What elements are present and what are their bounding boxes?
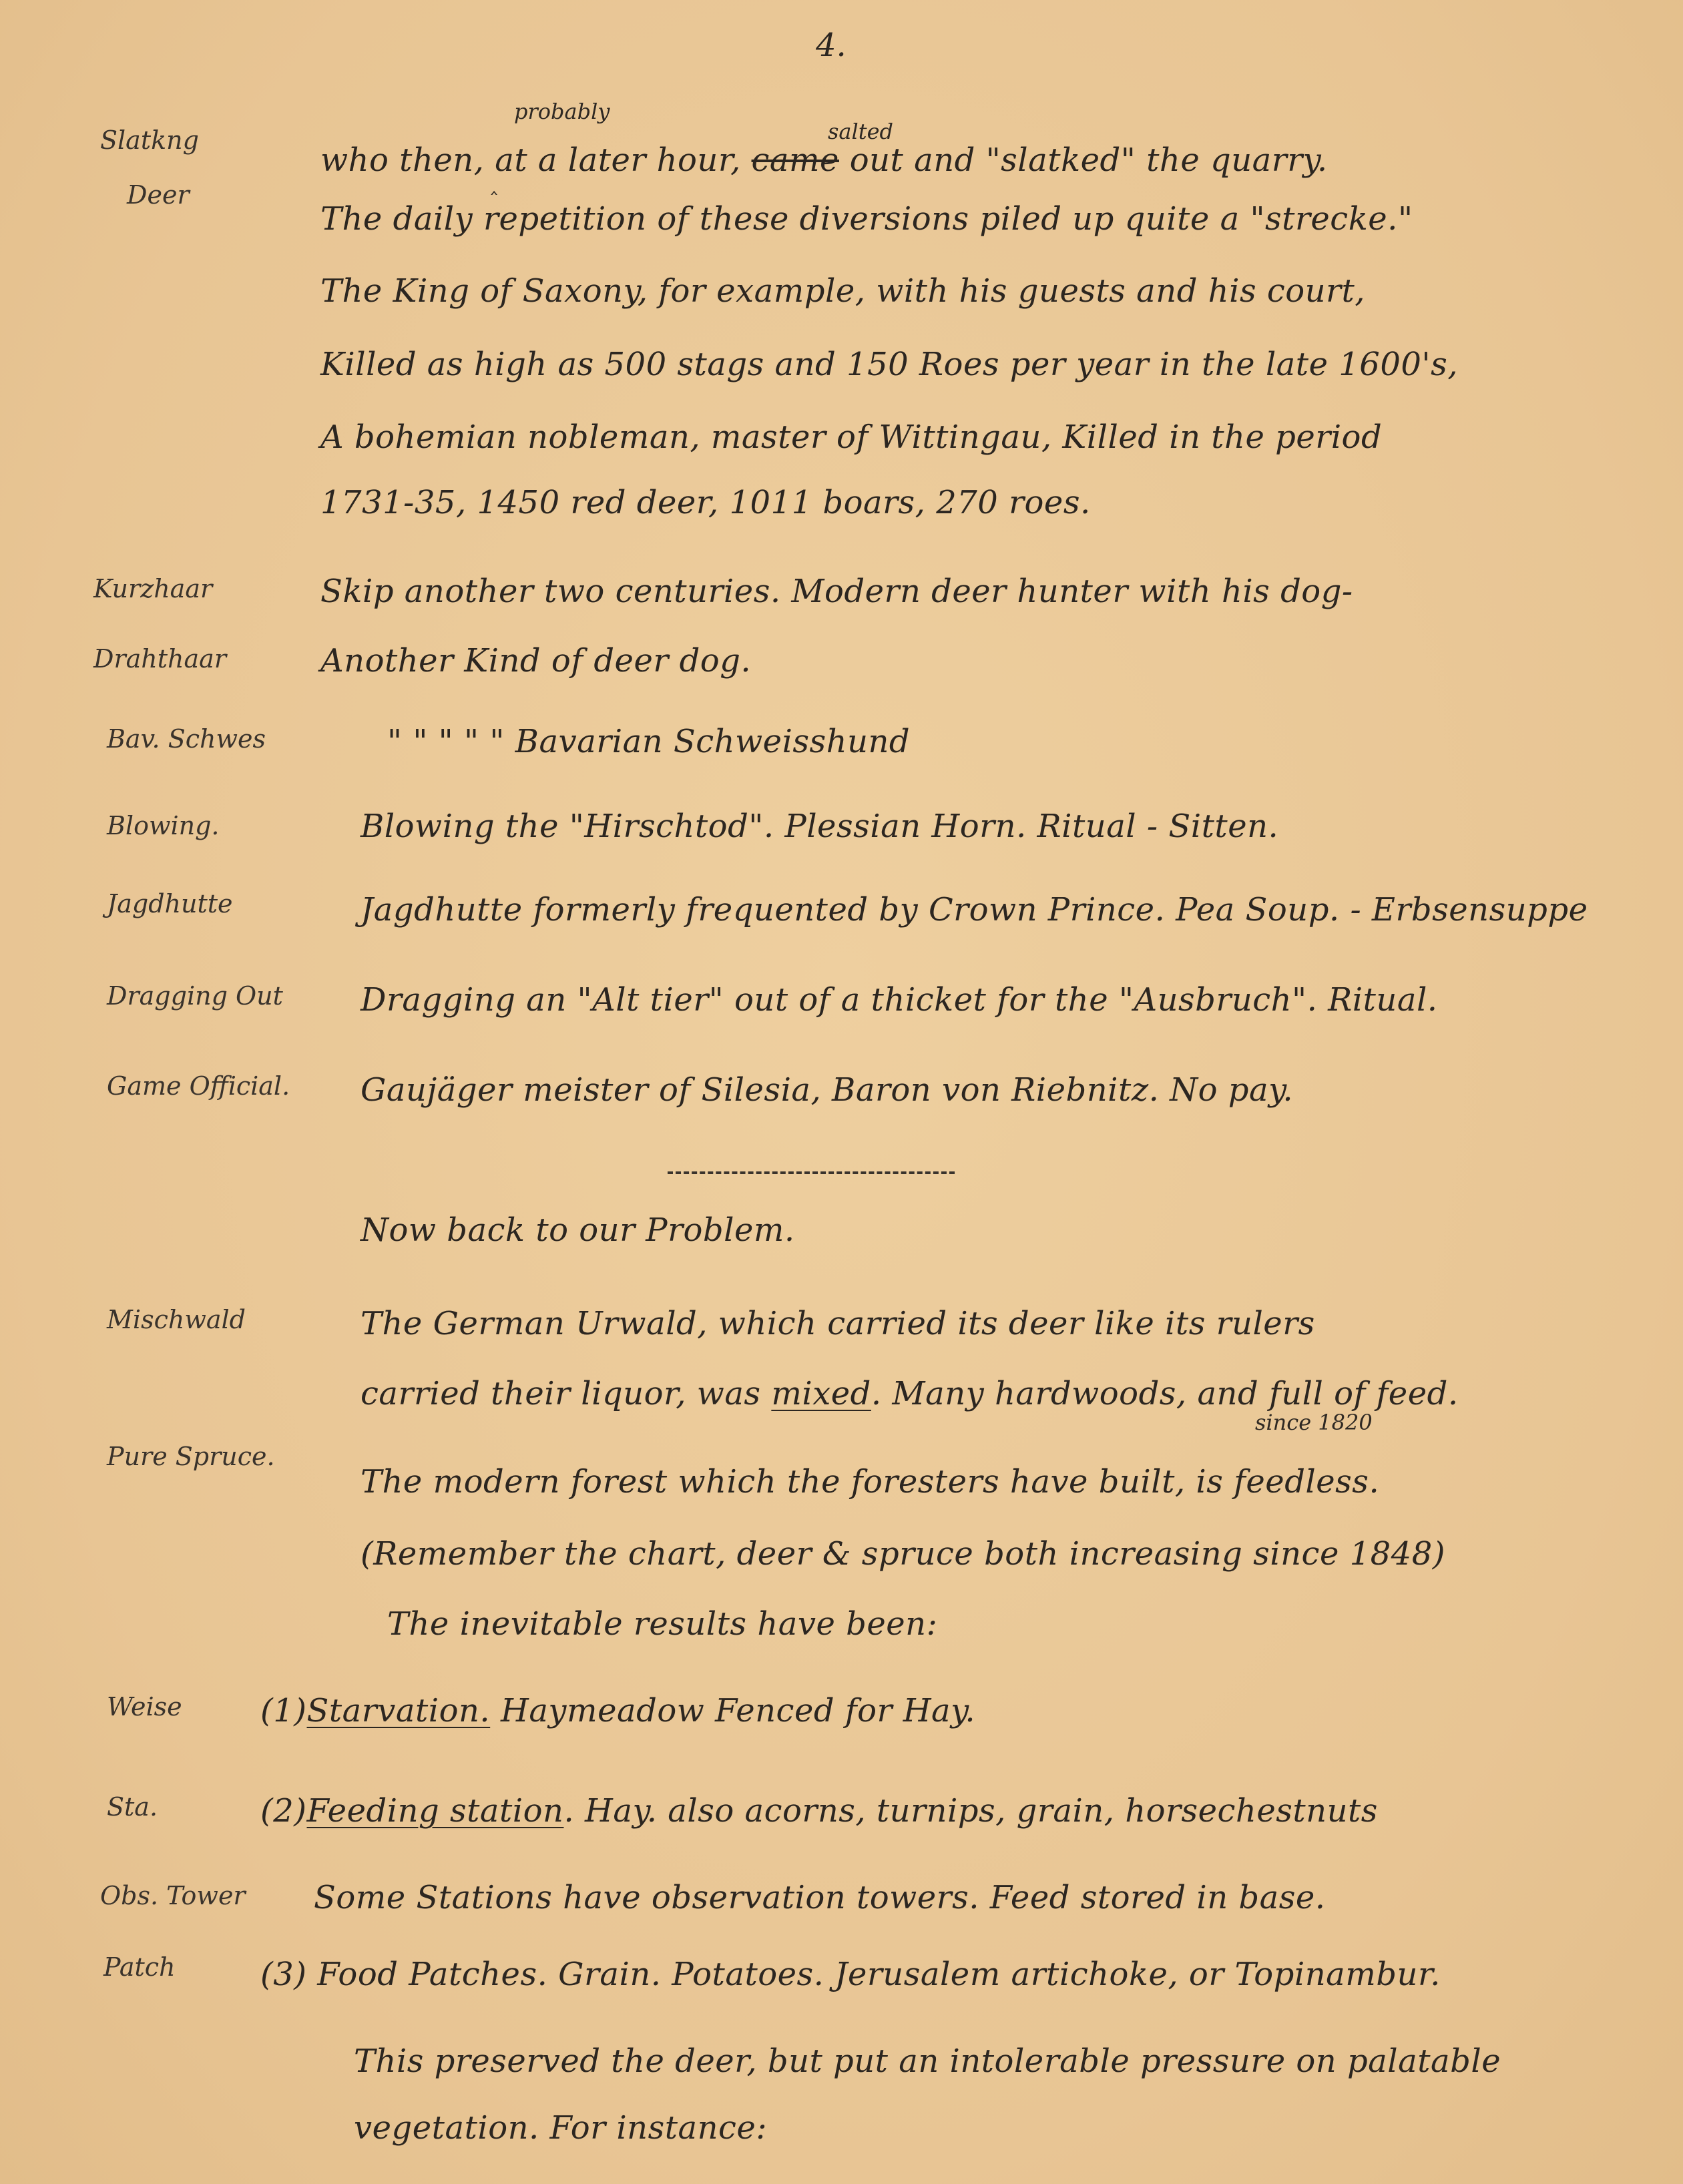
margin-note-bav-schwes: Bav. Schwes xyxy=(107,724,266,754)
text-line-20b: Haymeadow Fenced for Hay. xyxy=(500,1692,976,1729)
text-line-21 xyxy=(260,1792,1378,1830)
text-line-21b: . Hay. also acorns, turnips, grain, horsechestnuts xyxy=(563,1792,1378,1830)
margin-note-obs-tower: Obs. Tower xyxy=(100,1881,246,1910)
text-line-1c: out and "slatked" the quarry. xyxy=(849,142,1328,179)
text-line-7: Skip another two centuries. Modern deer hunter with his dog- xyxy=(320,573,1353,610)
margin-note-patch: Patch xyxy=(103,1952,176,1982)
margin-note-jagdhutte: Jagdhutte xyxy=(107,889,233,918)
underlined-word-feeding-station: Feeding station xyxy=(306,1792,564,1830)
margin-note-game-official: Game Official. xyxy=(107,1071,290,1101)
margin-note-mischwald: Mischwald xyxy=(107,1305,246,1334)
margin-note-blowing: Blowing. xyxy=(107,811,220,840)
text-line-16a: carried their liquor, was xyxy=(360,1375,761,1412)
margin-note-drahthaar: Drahthaar xyxy=(93,644,226,673)
text-line-18: (Remember the chart, deer & spruce both increasing since 1848) xyxy=(360,1535,1445,1573)
insert-since-1820: since 1820 xyxy=(1255,1410,1373,1435)
text-line-16b: . Many hardwoods, and full of feed. xyxy=(871,1375,1459,1412)
text-line-20a: (1) xyxy=(260,1692,307,1729)
margin-note-kurzhaar: Kurzhaar xyxy=(93,574,213,603)
text-line-11: Jagdhutte formerly frequented by Crown Prince. Pea Soup. - Erbsensuppe xyxy=(360,891,1588,928)
text-line-16 xyxy=(360,1375,1459,1412)
text-line-24: This preserved the deer, but put an intolerable pressure on palatable xyxy=(354,2042,1501,2080)
insertion-caret: ‸ xyxy=(491,172,498,196)
text-line-12: Dragging an "Alt tier" out of a thicket for the "Ausbruch". Ritual. xyxy=(360,981,1438,1019)
text-line-8: Another Kind of deer dog. xyxy=(320,642,752,679)
text-line-1 xyxy=(320,142,1328,179)
page-number: 4. xyxy=(816,27,847,64)
text-line-20 xyxy=(260,1692,975,1729)
text-line-14: Now back to our Problem. xyxy=(360,1211,795,1249)
text-line-1a: who then, xyxy=(320,142,485,179)
struck-word: came xyxy=(751,142,839,179)
margin-note-deer: Deer xyxy=(127,180,190,210)
text-line-9: " " " " " Bavarian Schweisshund xyxy=(387,723,911,760)
margin-note-sta: Sta. xyxy=(107,1792,158,1822)
text-line-15: The German Urwald, which carried its deer like its rulers xyxy=(360,1305,1315,1342)
insert-probably: probably xyxy=(514,99,610,124)
insert-salted: salted xyxy=(828,119,894,144)
text-line-19: The inevitable results have been: xyxy=(387,1605,938,1643)
text-line-3: The King of Saxony, for example, with his guests and his court, xyxy=(320,272,1366,310)
underlined-word-mixed: mixed xyxy=(771,1375,871,1412)
text-line-1b: at a later hour, xyxy=(495,142,741,179)
text-line-23: (3) Food Patches. Grain. Potatoes. Jerusalem artichoke, or Topinambur. xyxy=(260,1956,1441,1993)
text-line-22: Some Stations have observation towers. Feed stored in base. xyxy=(314,1879,1326,1916)
text-line-17: The modern forest which the foresters have built, is feedless. xyxy=(360,1463,1380,1500)
text-line-25: vegetation. For instance: xyxy=(354,2109,767,2147)
underlined-word-starvation: Starvation. xyxy=(306,1692,491,1729)
text-line-5: A bohemian nobleman, master of Wittingau, Killed in the period xyxy=(320,419,1383,456)
text-line-6: 1731-35, 1450 red deer, 1011 boars, 270 roes. xyxy=(320,484,1091,521)
margin-note-pure-spruce: Pure Spruce. xyxy=(107,1442,275,1471)
text-line-13: Gaujäger meister of Silesia, Baron von Riebnitz. No pay. xyxy=(360,1071,1294,1109)
text-line-21a: (2) xyxy=(260,1792,307,1830)
text-line-10: Blowing the "Hirschtod". Plessian Horn. Ritual - Sitten. xyxy=(360,808,1279,845)
text-line-2: The daily repetition of these diversions piled up quite a "strecke." xyxy=(320,200,1413,238)
section-divider xyxy=(668,1171,955,1174)
text-line-4: Killed as high as 500 stags and 150 Roes per year in the late 1600's, xyxy=(320,346,1458,383)
margin-note-slatkng: Slatkng xyxy=(100,125,199,155)
margin-note-weise: Weise xyxy=(107,1692,182,1721)
margin-note-dragging-out: Dragging Out xyxy=(107,981,283,1011)
